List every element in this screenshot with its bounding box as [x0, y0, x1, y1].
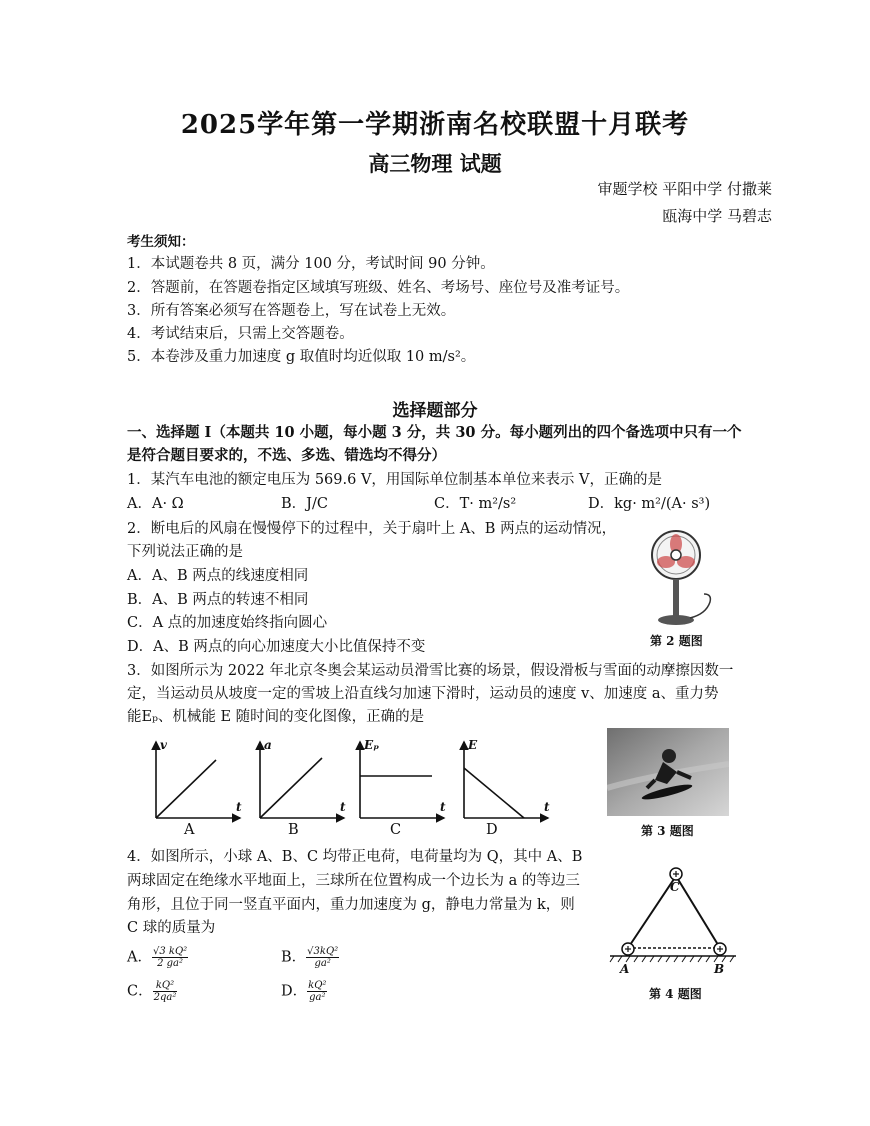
reviewer-line-2: 瓯海中学 马碧志 — [662, 207, 772, 225]
charge-a-label: A — [620, 962, 630, 976]
q4-option-d-denominator: ga² — [309, 992, 326, 1003]
q4-option-c — [127, 980, 177, 1003]
q3-graph-c-ylabel: Eₚ — [364, 738, 380, 752]
q3-stem-3: 能Eₚ、机械能 E 随时间的变化图像，正确的是 — [127, 709, 425, 725]
q3-graph-d-label: D — [486, 822, 498, 838]
notice-item: 3．所有答案必须写在答题卷上，写在试卷上无效。 — [127, 303, 456, 319]
exam-title: 2025学年第一学期浙南名校联盟十月联考 — [180, 110, 690, 140]
q4-option-b — [281, 946, 339, 969]
q4-option-b-numerator: √3kQ² — [307, 946, 339, 957]
q3-graph-a-ylabel: v — [160, 738, 167, 752]
q1-option-c: C．T· m²/s² — [434, 496, 517, 512]
q4-stem-1: 4．如图所示，小球 A、B、C 均带正电荷，电荷量均为 Q，其中 A、B — [127, 849, 583, 865]
part1-instruction-line2: 是符合题目要求的，不选、多选、错选均不得分） — [127, 447, 446, 464]
notice-item: 4．考试结束后，只需上交答题卷。 — [127, 326, 354, 342]
q4-figure-caption: 第 4 题图 — [649, 987, 702, 1001]
charge-b — [714, 943, 726, 955]
section-title: 选择题部分 — [392, 401, 478, 421]
notice-item: 2．答题前，在答题卷指定区域填写班级、姓名、考场号、座位号及准考证号。 — [127, 280, 630, 296]
q4-option-a-numerator: √3 kQ² — [152, 946, 188, 957]
q3-graph-a-xlabel: t — [236, 800, 242, 814]
charge-c — [670, 868, 682, 880]
q1-option-b: B．J/C — [281, 496, 328, 512]
q4-option-c-fraction — [153, 980, 178, 1003]
q4-option-a-fraction — [152, 946, 188, 969]
notice-item: 5．本卷涉及重力加速度 g 取值时均近似取 10 m/s²。 — [127, 349, 476, 365]
q3-graph-d-ylabel: E — [468, 738, 478, 752]
q3-graph-c-xlabel: t — [440, 800, 446, 814]
q4-option-d — [281, 980, 327, 1003]
part1-instruction-line1: 一、选择题 I（本题共 10 小题，每小题 3 分，共 30 分。每小题列出的四个备选项中只有一个 — [127, 424, 742, 441]
q3-graph-b-label: B — [288, 822, 299, 838]
q4-option-d-fraction — [307, 980, 327, 1003]
q3-figure-caption: 第 3 题图 — [641, 824, 694, 838]
q4-option-c-denominator: 2qa² — [153, 992, 177, 1003]
q4-option-b-label: B． — [281, 949, 307, 966]
q2-stem-1: 2．断电后的风扇在慢慢停下的过程中，关于扇叶上 A、B 两点的运动情况， — [127, 521, 617, 537]
q2-stem-2: 下列说法正确的是 — [127, 544, 243, 560]
q2-option-a: A．A、B 两点的线速度相同 — [127, 568, 309, 584]
q4-stem-2: 两球固定在绝缘水平地面上，三球所在位置构成一个边长为 a 的等边三 — [127, 873, 580, 889]
snowboard-photo — [607, 728, 729, 816]
charge-a — [622, 943, 634, 955]
exam-subtitle: 高三物理 试题 — [368, 151, 502, 176]
q1-option-d: D．kg· m²/(A· s³) — [588, 496, 711, 512]
q4-option-a — [127, 946, 188, 969]
q3-graph-d-xlabel: t — [544, 800, 550, 814]
q2-option-c: C．A 点的加速度始终指向圆心 — [127, 615, 328, 631]
charge-c-label: C — [670, 880, 680, 894]
q4-option-c-label: C． — [127, 983, 153, 1000]
q4-option-b-denominator: ga² — [314, 958, 331, 969]
fan-figure — [640, 522, 722, 632]
reviewer-line-1: 审题学校 平阳中学 付撒莱 — [597, 180, 772, 198]
q3-stem-1: 3．如图所示为 2022 年北京冬奥会某运动员滑雪比赛的场景，假设滑板与雪面的动摩擦因数一 — [127, 663, 734, 679]
q4-option-a-denominator: 2 ga² — [157, 958, 184, 969]
q1-stem: 1．某汽车电池的额定电压为 569.6 V，用国际单位制基本单位来表示 V，正确的是 — [127, 472, 663, 488]
q4-option-b-fraction — [306, 946, 339, 969]
q2-option-d: D．A、B 两点的向心加速度大小比值保持不变 — [127, 639, 426, 655]
q3-stem-2: 定，当运动员从坡度一定的雪坡上沿直线匀加速下滑时，运动员的速度 v、加速度 a、重力势 — [127, 686, 719, 702]
q1-option-a: A．A· Ω — [127, 496, 184, 512]
q3-graph-a-label: A — [184, 822, 195, 838]
q4-stem-3: 角形，且位于同一竖直平面内，重力加速度为 g，静电力常量为 k，则 — [127, 897, 575, 913]
charge-b-label: B — [714, 962, 725, 976]
q4-option-c-numerator: kQ² — [153, 980, 178, 992]
q4-option-a-label: A． — [127, 949, 152, 966]
q3-graph-b-xlabel: t — [340, 800, 346, 814]
notice-heading: 考生须知： — [127, 234, 195, 250]
q3-graph-c-label: C — [390, 822, 402, 838]
q2-figure-caption: 第 2 题图 — [650, 634, 703, 648]
q2-option-b: B．A、B 两点的转速不相同 — [127, 592, 309, 608]
q4-stem-4: C 球的质量为 — [127, 920, 216, 936]
notice-item: 1．本试题卷共 8 页，满分 100 分，考试时间 90 分钟。 — [127, 256, 495, 272]
q4-option-d-numerator: kQ² — [308, 980, 327, 991]
q3-graph-b-ylabel: a — [264, 738, 272, 752]
q4-option-d-label: D． — [281, 983, 308, 1000]
